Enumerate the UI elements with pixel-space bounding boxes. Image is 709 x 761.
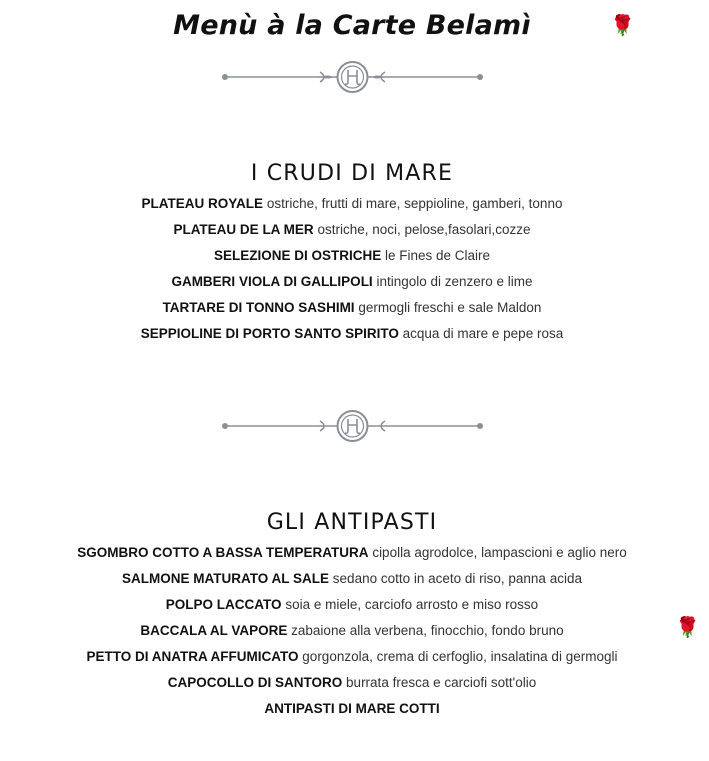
rose-icon: 🌹	[675, 617, 700, 639]
item-desc: sedano cotto in aceto di riso, panna acida	[332, 571, 582, 586]
menu-item	[0, 298, 704, 324]
item-name: SGOMBRO COTTO A BASSA TEMPERATURA	[77, 545, 369, 560]
rose-icon: 🌹	[610, 15, 635, 37]
menu-item	[0, 699, 704, 725]
item-name: PETTO DI ANATRA AFFUMICATO	[86, 649, 299, 664]
menu-item	[0, 246, 704, 272]
menu-item	[0, 324, 704, 350]
item-desc: ostriche, noci, pelose,fasolari,cozze	[317, 222, 531, 237]
menu-item	[0, 621, 704, 647]
monogram-divider-icon	[220, 409, 485, 443]
item-desc: intingolo di zenzero e lime	[376, 274, 533, 289]
item-name: TARTARE DI TONNO SASHIMI	[162, 300, 355, 315]
item-desc: cipolla agrodolce, lampascioni e aglio nero	[372, 545, 627, 560]
item-name: SALMONE MATURATO AL SALE	[122, 571, 330, 586]
menu-item	[0, 595, 704, 621]
crudi-list	[0, 194, 704, 350]
item-name: PLATEAU ROYALE	[141, 196, 264, 211]
menu-item	[0, 272, 704, 298]
item-name: ANTIPASTI DI MARE COTTI	[264, 701, 440, 716]
menu-item	[0, 673, 704, 699]
item-name: BACCALA AL VAPORE	[140, 623, 288, 638]
item-name: PLATEAU DE LA MER	[173, 222, 314, 237]
item-desc: zabaione alla verbena, finocchio, fondo bruno	[291, 623, 564, 638]
menu-item	[0, 647, 704, 673]
item-name: SEPPIOLINE DI PORTO SANTO SPIRITO	[140, 326, 399, 341]
menu-title: Menù à la Carte Belamì	[173, 10, 531, 41]
item-name: SELEZIONE DI OSTRICHE	[213, 248, 382, 263]
item-name: POLPO LACCATO	[165, 597, 282, 612]
item-name: CAPOCOLLO DI SANTORO	[167, 675, 343, 690]
antipasti-list	[0, 543, 704, 725]
item-desc: le Fines de Claire	[385, 248, 491, 263]
section-title-crudi: I CRUDI DI MARE	[250, 161, 454, 186]
item-name: GAMBERI VIOLA DI GALLIPOLI	[171, 274, 373, 289]
item-desc: gorgonzola, crema di cerfoglio, insalatina di germogli	[302, 649, 618, 664]
item-desc: germogli freschi e sale Maldon	[358, 300, 542, 315]
menu-item	[0, 194, 704, 220]
item-desc: soia e miele, carciofo arrosto e miso rosso	[285, 597, 539, 612]
item-desc: ostriche, frutti di mare, seppioline, gamberi, tonno	[266, 196, 563, 211]
item-desc: burrata fresca e carciofi sott'olio	[346, 675, 537, 690]
item-desc: acqua di mare e pepe rosa	[402, 326, 564, 341]
menu-item	[0, 543, 704, 569]
menu-item	[0, 569, 704, 595]
monogram-divider-icon	[220, 60, 485, 94]
menu-item	[0, 220, 704, 246]
section-title-antipasti: GLI ANTIPASTI	[266, 510, 438, 535]
